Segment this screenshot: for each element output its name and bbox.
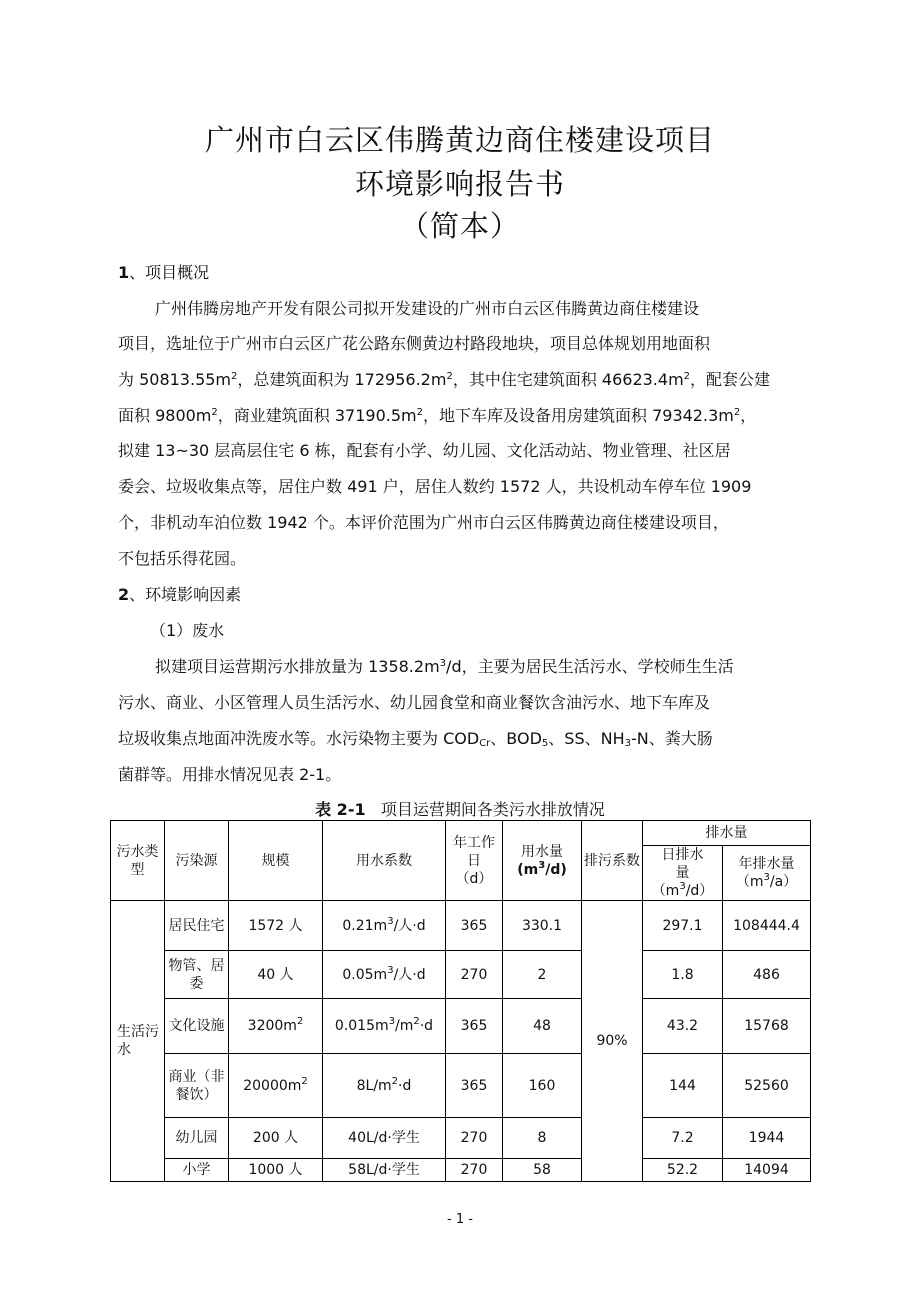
s1-line6: 委会、垃圾收集点等，居住户数 491 户，居住人数约 1572 人，共设机动车停车位 1909 <box>118 477 752 496</box>
section2-heading: 2、环境影响因素 <box>118 585 242 604</box>
table-row <box>111 951 811 999</box>
table-row <box>111 901 811 951</box>
s1-line5: 拟建 13~30 层高层住宅 6 栋，配套有小学、幼儿园、文化活动站、物业管理、社区居 <box>118 441 731 460</box>
cell-annual: 1944 <box>723 1118 811 1159</box>
cell-coef: 58L/d·学生 <box>323 1159 446 1182</box>
table-caption: 表 2-1 项目运营期间各类污水排放情况 <box>315 800 605 819</box>
th-coef: 用水系数 <box>323 821 446 901</box>
table-row <box>111 999 811 1054</box>
s1-line7: 个，非机动车泊位数 1942 个。本评价范围为广州市白云区伟腾黄边商住楼建设项目， <box>118 513 729 532</box>
th-daily: 日排水 量$(m^3/d)$ <box>643 846 723 901</box>
cell-days: 270 <box>446 1118 503 1159</box>
s2-line3: 垃圾收集点地面冲洗废水等。水污染物主要为 $COD_{Cr}$、$BOD_5$、SS、$NH_3-N$、粪大肠 <box>118 729 713 749</box>
s2-subheading: （1）废水 <box>150 621 225 640</box>
cell-annual: 108444.4 <box>723 901 811 951</box>
th-scale: 规模 <box>229 821 323 901</box>
cell-coef: $0.21m^3/$人·d <box>323 901 446 951</box>
cell-annual: 52560 <box>723 1054 811 1118</box>
cell-daily: 52.2 <box>643 1159 723 1182</box>
table-row <box>111 1054 811 1118</box>
doc-title-line3: （简本） <box>399 209 520 243</box>
cell-source: 商业（非餐饮） <box>165 1054 229 1118</box>
s1-line1: 广州伟腾房地产开发有限公司拟开发建设的广州市白云区伟腾黄边商住楼建设 <box>155 299 700 318</box>
cell-daily: 144 <box>643 1054 723 1118</box>
cell-scale: 200 人 <box>229 1118 323 1159</box>
table-row <box>111 1118 811 1159</box>
s1-line4: 面积 $9800m^2$，商业建筑面积 $37190.5m^2$，地下车库及设备用房建筑面积 $79342.3m^2$， <box>118 406 757 425</box>
cell-use: 2 <box>503 951 582 999</box>
cell-scale: $3200m^2$ <box>229 999 323 1054</box>
cell-use: 330.1 <box>503 901 582 951</box>
s1-line3: 为 $50813.55m^2$，总建筑面积为 $172956.2m^2$，其中住宅建筑面积 $46623.4m^2$，配套公建 <box>118 370 771 389</box>
table-row <box>111 1159 811 1182</box>
cell-use: 48 <box>503 999 582 1054</box>
th-discharge-coef: 排污系数 <box>582 821 643 901</box>
cell-use: 8 <box>503 1118 582 1159</box>
section1-heading: 1、项目概况 <box>118 263 210 282</box>
cell-daily: 43.2 <box>643 999 723 1054</box>
s2-line2: 污水、商业、小区管理人员生活污水、幼儿园食堂和商业餐饮含油污水、地下车库及 <box>118 693 711 712</box>
cell-source: 文化设施 <box>165 999 229 1054</box>
cell-group-type: 生活污水 <box>111 901 165 1182</box>
s1-line2: 项目，选址位于广州市白云区广花公路东侧黄边村路段地块，项目总体规划用地面积 <box>118 334 711 353</box>
cell-discharge-rate: 90% <box>582 901 643 1182</box>
page-number: - 1 - <box>447 1212 473 1227</box>
cell-days: 365 <box>446 901 503 951</box>
cell-annual: 14094 <box>723 1159 811 1182</box>
cell-daily: 297.1 <box>643 901 723 951</box>
cell-daily: 7.2 <box>643 1118 723 1159</box>
cell-scale: $20000m^2$ <box>229 1054 323 1118</box>
doc-title-line2: 环境影响报告书 <box>354 167 565 201</box>
doc-title-line1: 广州市白云区伟腾黄边商住楼建设项目 <box>204 123 715 157</box>
cell-days: 365 <box>446 1054 503 1118</box>
cell-daily: 1.8 <box>643 951 723 999</box>
cell-use: 160 <box>503 1054 582 1118</box>
cell-annual: 15768 <box>723 999 811 1054</box>
cell-source: 小学 <box>165 1159 229 1182</box>
cell-coef: $0.015m^3/m^2\cdot d$ <box>323 999 446 1054</box>
cell-days: 270 <box>446 1159 503 1182</box>
cell-source: 物管、居委 <box>165 951 229 999</box>
s2-line4: 菌群等。用排水情况见表 2-1。 <box>118 765 342 784</box>
cell-coef: $8L/m^2\cdot d$ <box>323 1054 446 1118</box>
cell-coef: $0.05m^3/$人·d <box>323 951 446 999</box>
th-water-use: 用水量 $(m^3/d)$ <box>503 821 582 901</box>
s2-line1: 拟建项目运营期污水排放量为 $1358.2m^3/d$，主要为居民生活污水、学校师生生活 <box>155 657 734 676</box>
cell-scale: 40 人 <box>229 951 323 999</box>
cell-scale: 1572 人 <box>229 901 323 951</box>
cell-days: 270 <box>446 951 503 999</box>
th-annual: 年排水量 $(m^3/a)$ <box>723 846 811 901</box>
cell-coef: 40L/d·学生 <box>323 1118 446 1159</box>
th-drainage: 排水量 <box>643 821 811 846</box>
cell-days: 365 <box>446 999 503 1054</box>
cell-source: 幼儿园 <box>165 1118 229 1159</box>
th-type: 污水类型 <box>111 821 165 901</box>
wastewater-table <box>110 820 811 1182</box>
cell-scale: 1000 人 <box>229 1159 323 1182</box>
th-source: 污染源 <box>165 821 229 901</box>
th-days: 年工作日 （d） <box>446 821 503 901</box>
s1-line8: 不包括乐得花园。 <box>118 549 247 568</box>
cell-annual: 486 <box>723 951 811 999</box>
cell-use: 58 <box>503 1159 582 1182</box>
cell-source: 居民住宅 <box>165 901 229 951</box>
